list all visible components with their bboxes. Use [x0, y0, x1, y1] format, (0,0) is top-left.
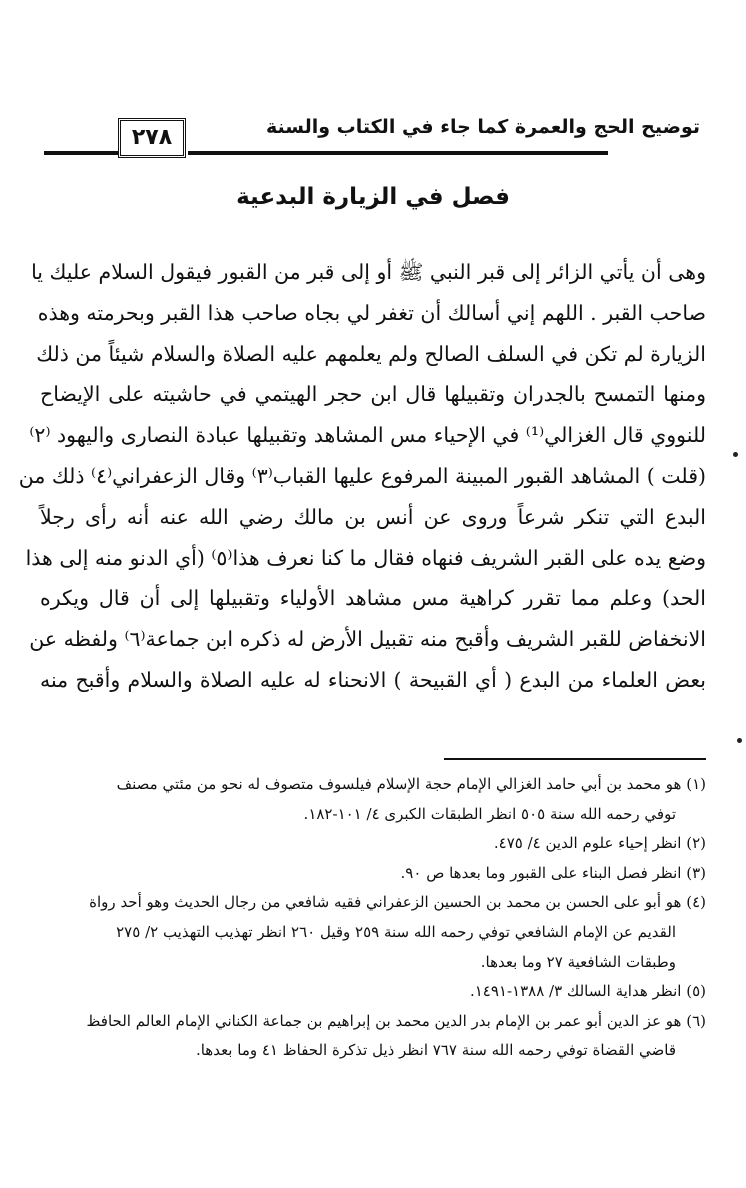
body-line: الزيارة لم تكن في السلف الصالح ولم يعلمهم عليه الصلاة والسلام شيئاً من ذلك [36, 341, 706, 366]
footnote-line: (١) هو محمد بن أبي حامد الغزالي الإمام حجة الإسلام فيلسوف متصوف له نحو من مئتي مصنف [116, 775, 706, 793]
body-line: الانخفاض للقبر الشريف وأقبح منه تقبيل الأرض له ذكره ابن جماعة⁽٦⁾ ولفظه عن [29, 627, 706, 652]
header-rule [188, 151, 608, 155]
footnote-line: القديم عن الإمام الشافعي توفي رحمه الله سنة ٢٥٩ وقيل ٢٦٠ انظر تهذيب التهذيب ٢/ ٢٧٥ [116, 922, 676, 941]
footnote-line: قاضي القضاة توفي رحمه الله سنة ٧٦٧ انظر ذيل تذكرة الحفاظ ٤١ وما بعدها. [195, 1041, 676, 1060]
footnote-line: (٢) انظر إحياء علوم الدين ٤/ ٤٧٥. [493, 834, 706, 853]
header-rule-left [44, 151, 118, 155]
footnote-line: وطبقات الشافعية ٢٧ وما بعدها. [480, 952, 676, 971]
page-number: ٢٧٨ [118, 118, 186, 158]
footnotes [40, 770, 706, 1066]
body-text [18, 252, 706, 701]
section-heading: فصل في الزيارة البدعية [236, 184, 510, 210]
body-line: ومنها التمسح بالجدران وتقبيلها قال ابن حجر الهيتمي في حاشيته على الإيضاح [40, 382, 706, 407]
running-title: توضيح الحج والعمرة كما جاء في الكتاب والسنة [265, 116, 700, 138]
footnote-separator [444, 758, 706, 760]
body-line: البدع التي تنكر شرعاً وروى عن أنس بن مالك رضي الله عنه أنه رأى رجلاً [40, 504, 706, 529]
footnote-line: (٣) انظر فصل البناء على القبور وما بعدها ص ٩٠. [400, 863, 706, 882]
body-line: بعض العلماء من البدع ( أي القبيحة ) الانحناء له عليه الصلاة والسلام وأقبح منه [40, 667, 706, 692]
footnote-line: (٤) هو أبو على الحسن بن محمد بن الحسين الزعفراني فقيه شافعي من رجال الحديث وهو أحد رواة [89, 893, 706, 912]
body-line: وضع يده على القبر الشريف فنهاه فقال ما كنا نعرف هذا⁽٥⁾ (أي الدنو منه إلى هذا [25, 545, 706, 570]
footnote-line: توفي رحمه الله سنة ٥٠٥ انظر الطبقات الكبرى ٤/ ١٠١-١٨٢. [303, 804, 676, 823]
body-line: وهى أن يأتي الزائر إلى قبر النبي ﷺ أو إلى قبر من القبور فيقول السلام عليك يا [31, 260, 706, 284]
body-line: الحد) وعلم مما تقرر كراهية مس مشاهد الأولياء وتقبيلها إلى أن قال ويكره [40, 586, 706, 611]
page-header [44, 114, 702, 162]
footnote-line: (٦) هو عز الدين أبو عمر بن الإمام بدر الدين محمد بن إبراهيم بن جماعة الكناني الإمام العالم الحافظ [86, 1011, 706, 1030]
body-line: للنووي قال الغزالي⁽¹⁾ في الإحياء مس المشاهد وتقبيلها عبادة النصارى واليهود ⁽٢⁾ [29, 423, 706, 448]
margin-mark [737, 738, 742, 743]
body-line: (قلت ) المشاهد القبور المبينة المرفوع عليها القباب⁽٣⁾ وقال الزعفراني⁽٤⁾ ذلك من [18, 463, 706, 488]
footnote-line: (٥) انظر هداية السالك ٣/ ١٣٨٨-١٤٩١. [469, 982, 706, 1001]
body-line: صاحب القبر . اللهم إني أسالك أن تغفر لي بجاه صاحب هذا القبر وبحرمته وهذه [37, 300, 706, 325]
margin-mark [733, 452, 738, 457]
